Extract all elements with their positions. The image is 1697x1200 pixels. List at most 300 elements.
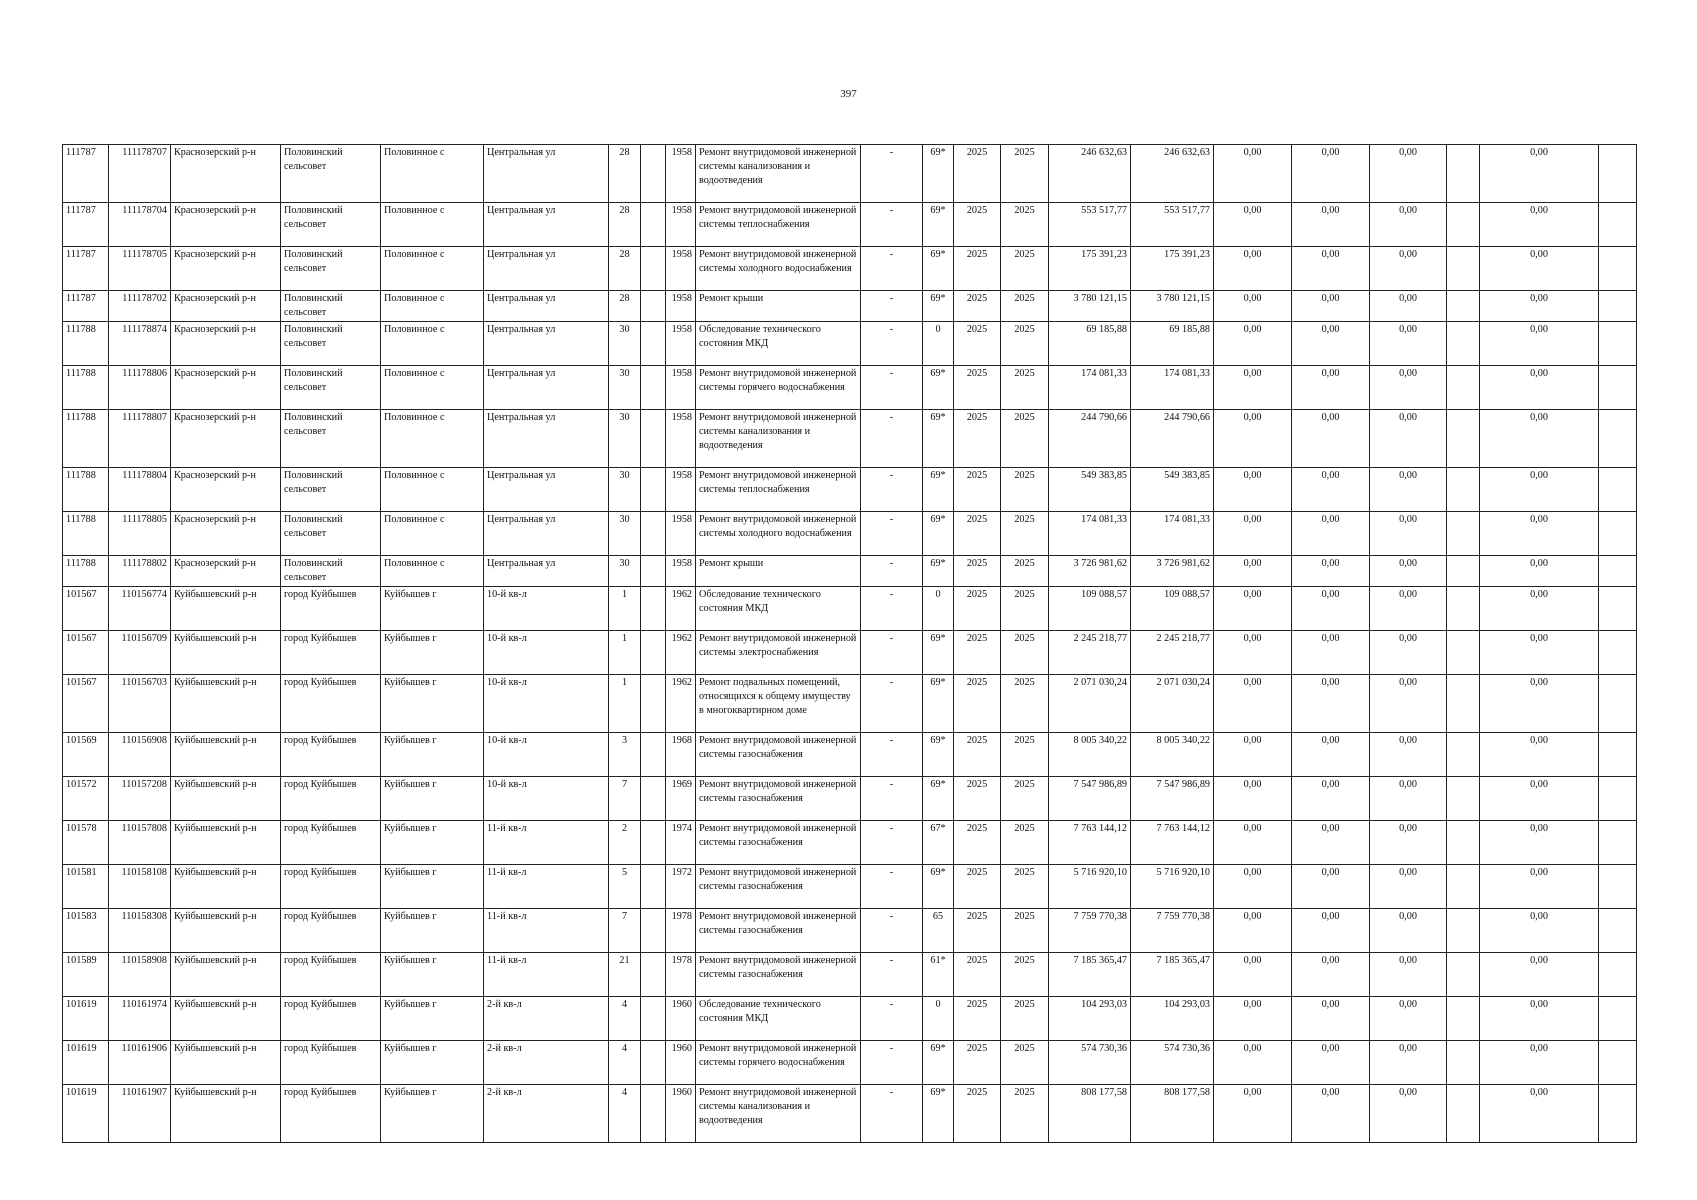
cell-year-end: 2025 bbox=[1001, 203, 1049, 247]
cell-year-start: 2025 bbox=[954, 733, 1001, 777]
cell-regional-funds: 0,00 bbox=[1292, 865, 1370, 909]
cell-total-cost: 104 293,03 bbox=[1049, 997, 1131, 1041]
table-row bbox=[63, 631, 1637, 675]
cell-energy-class: - bbox=[861, 909, 923, 953]
cell-house-code: 111788 bbox=[63, 468, 109, 512]
cell-municipality: Половинский сельсовет bbox=[281, 203, 381, 247]
cell-local-funds: 0,00 bbox=[1370, 410, 1447, 468]
cell-year-built: 1969 bbox=[666, 777, 696, 821]
cell-fund-cost: 175 391,23 bbox=[1131, 247, 1214, 291]
cell-building bbox=[641, 631, 666, 675]
cell-other-funds: 0,00 bbox=[1480, 203, 1599, 247]
cell-wear-percent: 69* bbox=[923, 291, 954, 322]
cell-federal-funds: 0,00 bbox=[1214, 556, 1292, 587]
cell-year-start: 2025 bbox=[954, 512, 1001, 556]
cell-federal-funds: 0,00 bbox=[1214, 468, 1292, 512]
cell-building bbox=[641, 821, 666, 865]
cell-municipality: Половинский сельсовет bbox=[281, 556, 381, 587]
cell-year-built: 1958 bbox=[666, 410, 696, 468]
cell-year-built: 1958 bbox=[666, 556, 696, 587]
cell-wear-percent: 69* bbox=[923, 366, 954, 410]
cell-house-number: 30 bbox=[609, 512, 641, 556]
cell-municipality: город Куйбышев bbox=[281, 953, 381, 997]
cell-regional-funds: 0,00 bbox=[1292, 909, 1370, 953]
cell-locality: Половинное с bbox=[381, 556, 484, 587]
table-row bbox=[63, 733, 1637, 777]
table-row bbox=[63, 777, 1637, 821]
cell-regional-funds: 0,00 bbox=[1292, 1041, 1370, 1085]
cell-building bbox=[641, 468, 666, 512]
cell-owner-funds bbox=[1447, 468, 1480, 512]
cell-other-funds: 0,00 bbox=[1480, 997, 1599, 1041]
table-row bbox=[63, 145, 1637, 203]
cell-work-code: 111178704 bbox=[109, 203, 171, 247]
cell-federal-funds: 0,00 bbox=[1214, 410, 1292, 468]
table-row bbox=[63, 366, 1637, 410]
cell-district: Краснозерский р-н bbox=[171, 291, 281, 322]
cell-street: 2-й кв-л bbox=[484, 1085, 609, 1143]
cell-local-funds: 0,00 bbox=[1370, 366, 1447, 410]
cell-work-code: 110158108 bbox=[109, 865, 171, 909]
cell-house-code: 101567 bbox=[63, 631, 109, 675]
cell-local-funds: 0,00 bbox=[1370, 247, 1447, 291]
cell-building bbox=[641, 909, 666, 953]
cell-owner-funds bbox=[1447, 1085, 1480, 1143]
cell-energy-class: - bbox=[861, 203, 923, 247]
cell-locality: Куйбышев г bbox=[381, 821, 484, 865]
cell-regional-funds: 0,00 bbox=[1292, 556, 1370, 587]
cell-total-cost: 69 185,88 bbox=[1049, 322, 1131, 366]
cell-wear-percent: 0 bbox=[923, 322, 954, 366]
cell-work-type: Ремонт внутридомовой инженерной системы теплоснабжения bbox=[696, 468, 861, 512]
cell-fund-cost: 7 759 770,38 bbox=[1131, 909, 1214, 953]
cell-fund-cost: 808 177,58 bbox=[1131, 1085, 1214, 1143]
cell-year-end: 2025 bbox=[1001, 1085, 1049, 1143]
cell-building bbox=[641, 865, 666, 909]
cell-year-start: 2025 bbox=[954, 865, 1001, 909]
cell-fund-cost: 109 088,57 bbox=[1131, 587, 1214, 631]
cell-street: Центральная ул bbox=[484, 468, 609, 512]
cell-work-type: Ремонт внутридомовой инженерной системы газоснабжения bbox=[696, 821, 861, 865]
cell-year-start: 2025 bbox=[954, 291, 1001, 322]
cell-fund-cost: 244 790,66 bbox=[1131, 410, 1214, 468]
cell-building bbox=[641, 733, 666, 777]
cell-year-built: 1972 bbox=[666, 865, 696, 909]
cell-owner-funds bbox=[1447, 997, 1480, 1041]
cell-other-funds: 0,00 bbox=[1480, 145, 1599, 203]
cell-regional-funds: 0,00 bbox=[1292, 587, 1370, 631]
cell-fund-cost: 549 383,85 bbox=[1131, 468, 1214, 512]
cell-other-funds: 0,00 bbox=[1480, 366, 1599, 410]
cell-locality: Куйбышев г bbox=[381, 953, 484, 997]
cell-work-code: 110157208 bbox=[109, 777, 171, 821]
cell-year-end: 2025 bbox=[1001, 366, 1049, 410]
cell-notes bbox=[1599, 556, 1637, 587]
cell-district: Куйбышевский р-н bbox=[171, 821, 281, 865]
cell-house-code: 111788 bbox=[63, 410, 109, 468]
cell-work-type: Обследование технического состояния МКД bbox=[696, 322, 861, 366]
cell-notes bbox=[1599, 410, 1637, 468]
cell-federal-funds: 0,00 bbox=[1214, 733, 1292, 777]
cell-fund-cost: 2 071 030,24 bbox=[1131, 675, 1214, 733]
cell-notes bbox=[1599, 322, 1637, 366]
cell-year-start: 2025 bbox=[954, 587, 1001, 631]
cell-energy-class: - bbox=[861, 1041, 923, 1085]
cell-fund-cost: 69 185,88 bbox=[1131, 322, 1214, 366]
cell-house-number: 30 bbox=[609, 410, 641, 468]
cell-energy-class: - bbox=[861, 410, 923, 468]
cell-fund-cost: 104 293,03 bbox=[1131, 997, 1214, 1041]
cell-street: 2-й кв-л bbox=[484, 997, 609, 1041]
cell-total-cost: 174 081,33 bbox=[1049, 366, 1131, 410]
cell-federal-funds: 0,00 bbox=[1214, 675, 1292, 733]
cell-other-funds: 0,00 bbox=[1480, 733, 1599, 777]
cell-locality: Половинное с bbox=[381, 468, 484, 512]
cell-municipality: город Куйбышев bbox=[281, 587, 381, 631]
cell-wear-percent: 69* bbox=[923, 1085, 954, 1143]
cell-regional-funds: 0,00 bbox=[1292, 512, 1370, 556]
cell-other-funds: 0,00 bbox=[1480, 587, 1599, 631]
cell-federal-funds: 0,00 bbox=[1214, 865, 1292, 909]
cell-energy-class: - bbox=[861, 675, 923, 733]
cell-energy-class: - bbox=[861, 631, 923, 675]
cell-house-number: 4 bbox=[609, 1041, 641, 1085]
cell-building bbox=[641, 997, 666, 1041]
cell-district: Куйбышевский р-н bbox=[171, 865, 281, 909]
cell-locality: Куйбышев г bbox=[381, 631, 484, 675]
cell-work-type: Ремонт внутридомовой инженерной системы газоснабжения bbox=[696, 953, 861, 997]
cell-locality: Половинное с bbox=[381, 512, 484, 556]
cell-year-start: 2025 bbox=[954, 631, 1001, 675]
table-row bbox=[63, 587, 1637, 631]
cell-regional-funds: 0,00 bbox=[1292, 631, 1370, 675]
cell-fund-cost: 174 081,33 bbox=[1131, 366, 1214, 410]
cell-total-cost: 3 726 981,62 bbox=[1049, 556, 1131, 587]
cell-house-code: 101569 bbox=[63, 733, 109, 777]
cell-wear-percent: 69* bbox=[923, 777, 954, 821]
cell-district: Куйбышевский р-н bbox=[171, 733, 281, 777]
cell-year-end: 2025 bbox=[1001, 733, 1049, 777]
cell-year-start: 2025 bbox=[954, 468, 1001, 512]
cell-regional-funds: 0,00 bbox=[1292, 366, 1370, 410]
cell-house-number: 21 bbox=[609, 953, 641, 997]
cell-work-type: Ремонт внутридомовой инженерной системы газоснабжения bbox=[696, 865, 861, 909]
cell-wear-percent: 0 bbox=[923, 997, 954, 1041]
cell-house-number: 30 bbox=[609, 468, 641, 512]
cell-fund-cost: 5 716 920,10 bbox=[1131, 865, 1214, 909]
cell-house-code: 111788 bbox=[63, 556, 109, 587]
cell-locality: Куйбышев г bbox=[381, 1041, 484, 1085]
cell-year-start: 2025 bbox=[954, 366, 1001, 410]
cell-district: Краснозерский р-н bbox=[171, 556, 281, 587]
cell-notes bbox=[1599, 247, 1637, 291]
cell-regional-funds: 0,00 bbox=[1292, 203, 1370, 247]
cell-year-start: 2025 bbox=[954, 997, 1001, 1041]
cell-notes bbox=[1599, 909, 1637, 953]
cell-house-number: 1 bbox=[609, 587, 641, 631]
cell-fund-cost: 7 763 144,12 bbox=[1131, 821, 1214, 865]
cell-owner-funds bbox=[1447, 909, 1480, 953]
cell-locality: Куйбышев г bbox=[381, 675, 484, 733]
table-row bbox=[63, 203, 1637, 247]
cell-other-funds: 0,00 bbox=[1480, 512, 1599, 556]
cell-street: 10-й кв-л bbox=[484, 587, 609, 631]
cell-house-number: 28 bbox=[609, 247, 641, 291]
cell-street: Центральная ул bbox=[484, 366, 609, 410]
cell-regional-funds: 0,00 bbox=[1292, 322, 1370, 366]
cell-regional-funds: 0,00 bbox=[1292, 675, 1370, 733]
cell-year-end: 2025 bbox=[1001, 468, 1049, 512]
cell-district: Краснозерский р-н bbox=[171, 410, 281, 468]
cell-street: 10-й кв-л bbox=[484, 777, 609, 821]
cell-work-code: 110158308 bbox=[109, 909, 171, 953]
cell-owner-funds bbox=[1447, 410, 1480, 468]
cell-year-end: 2025 bbox=[1001, 556, 1049, 587]
cell-street: 2-й кв-л bbox=[484, 1041, 609, 1085]
cell-federal-funds: 0,00 bbox=[1214, 366, 1292, 410]
cell-municipality: Половинский сельсовет bbox=[281, 145, 381, 203]
cell-year-end: 2025 bbox=[1001, 1041, 1049, 1085]
cell-year-built: 1974 bbox=[666, 821, 696, 865]
cell-owner-funds bbox=[1447, 1041, 1480, 1085]
cell-local-funds: 0,00 bbox=[1370, 587, 1447, 631]
cell-building bbox=[641, 145, 666, 203]
cell-year-end: 2025 bbox=[1001, 410, 1049, 468]
cell-work-code: 110156703 bbox=[109, 675, 171, 733]
cell-wear-percent: 65 bbox=[923, 909, 954, 953]
cell-district: Краснозерский р-н bbox=[171, 203, 281, 247]
cell-work-code: 111178807 bbox=[109, 410, 171, 468]
cell-energy-class: - bbox=[861, 997, 923, 1041]
cell-year-built: 1958 bbox=[666, 145, 696, 203]
cell-total-cost: 7 185 365,47 bbox=[1049, 953, 1131, 997]
cell-other-funds: 0,00 bbox=[1480, 410, 1599, 468]
cell-street: Центральная ул bbox=[484, 291, 609, 322]
cell-year-built: 1962 bbox=[666, 631, 696, 675]
cell-energy-class: - bbox=[861, 953, 923, 997]
cell-work-code: 110157808 bbox=[109, 821, 171, 865]
table-row bbox=[63, 291, 1637, 322]
cell-regional-funds: 0,00 bbox=[1292, 468, 1370, 512]
cell-street: 11-й кв-л bbox=[484, 865, 609, 909]
table-row bbox=[63, 675, 1637, 733]
cell-other-funds: 0,00 bbox=[1480, 1085, 1599, 1143]
cell-year-start: 2025 bbox=[954, 675, 1001, 733]
cell-year-start: 2025 bbox=[954, 247, 1001, 291]
cell-year-start: 2025 bbox=[954, 909, 1001, 953]
cell-fund-cost: 174 081,33 bbox=[1131, 512, 1214, 556]
cell-owner-funds bbox=[1447, 587, 1480, 631]
cell-federal-funds: 0,00 bbox=[1214, 512, 1292, 556]
table-body bbox=[63, 145, 1637, 1143]
cell-year-end: 2025 bbox=[1001, 997, 1049, 1041]
cell-house-number: 5 bbox=[609, 865, 641, 909]
cell-street: 10-й кв-л bbox=[484, 675, 609, 733]
cell-regional-funds: 0,00 bbox=[1292, 733, 1370, 777]
cell-district: Краснозерский р-н bbox=[171, 322, 281, 366]
cell-notes bbox=[1599, 777, 1637, 821]
cell-year-end: 2025 bbox=[1001, 512, 1049, 556]
table-row bbox=[63, 247, 1637, 291]
cell-house-code: 101619 bbox=[63, 1085, 109, 1143]
cell-municipality: город Куйбышев bbox=[281, 997, 381, 1041]
cell-total-cost: 2 071 030,24 bbox=[1049, 675, 1131, 733]
cell-owner-funds bbox=[1447, 556, 1480, 587]
cell-house-code: 101572 bbox=[63, 777, 109, 821]
cell-owner-funds bbox=[1447, 247, 1480, 291]
cell-year-start: 2025 bbox=[954, 203, 1001, 247]
cell-house-code: 101589 bbox=[63, 953, 109, 997]
cell-house-code: 111788 bbox=[63, 322, 109, 366]
cell-fund-cost: 7 185 365,47 bbox=[1131, 953, 1214, 997]
cell-other-funds: 0,00 bbox=[1480, 675, 1599, 733]
cell-other-funds: 0,00 bbox=[1480, 953, 1599, 997]
cell-energy-class: - bbox=[861, 587, 923, 631]
cell-locality: Куйбышев г bbox=[381, 733, 484, 777]
cell-building bbox=[641, 953, 666, 997]
cell-federal-funds: 0,00 bbox=[1214, 909, 1292, 953]
cell-owner-funds bbox=[1447, 777, 1480, 821]
cell-local-funds: 0,00 bbox=[1370, 468, 1447, 512]
table-row bbox=[63, 997, 1637, 1041]
cell-work-type: Ремонт внутридомовой инженерной системы горячего водоснабжения bbox=[696, 366, 861, 410]
cell-local-funds: 0,00 bbox=[1370, 1085, 1447, 1143]
cell-municipality: город Куйбышев bbox=[281, 821, 381, 865]
cell-local-funds: 0,00 bbox=[1370, 733, 1447, 777]
cell-municipality: Половинский сельсовет bbox=[281, 322, 381, 366]
cell-work-code: 111178806 bbox=[109, 366, 171, 410]
cell-local-funds: 0,00 bbox=[1370, 631, 1447, 675]
cell-year-end: 2025 bbox=[1001, 953, 1049, 997]
cell-house-code: 101619 bbox=[63, 1041, 109, 1085]
cell-wear-percent: 0 bbox=[923, 587, 954, 631]
cell-house-code: 111788 bbox=[63, 366, 109, 410]
cell-total-cost: 246 632,63 bbox=[1049, 145, 1131, 203]
cell-district: Куйбышевский р-н bbox=[171, 953, 281, 997]
cell-wear-percent: 69* bbox=[923, 410, 954, 468]
cell-fund-cost: 3 726 981,62 bbox=[1131, 556, 1214, 587]
cell-house-number: 28 bbox=[609, 291, 641, 322]
cell-house-number: 1 bbox=[609, 631, 641, 675]
cell-energy-class: - bbox=[861, 322, 923, 366]
cell-local-funds: 0,00 bbox=[1370, 1041, 1447, 1085]
cell-other-funds: 0,00 bbox=[1480, 631, 1599, 675]
table-row bbox=[63, 322, 1637, 366]
cell-work-type: Ремонт подвальных помещений, относящихся к общему имуществу в многоквартирном доме bbox=[696, 675, 861, 733]
cell-total-cost: 244 790,66 bbox=[1049, 410, 1131, 468]
cell-fund-cost: 2 245 218,77 bbox=[1131, 631, 1214, 675]
cell-district: Куйбышевский р-н bbox=[171, 587, 281, 631]
cell-house-number: 30 bbox=[609, 366, 641, 410]
cell-year-end: 2025 bbox=[1001, 777, 1049, 821]
cell-locality: Половинное с bbox=[381, 366, 484, 410]
cell-local-funds: 0,00 bbox=[1370, 865, 1447, 909]
cell-other-funds: 0,00 bbox=[1480, 821, 1599, 865]
cell-local-funds: 0,00 bbox=[1370, 556, 1447, 587]
cell-total-cost: 175 391,23 bbox=[1049, 247, 1131, 291]
cell-regional-funds: 0,00 bbox=[1292, 145, 1370, 203]
cell-municipality: Половинский сельсовет bbox=[281, 247, 381, 291]
cell-work-type: Ремонт внутридомовой инженерной системы газоснабжения bbox=[696, 909, 861, 953]
cell-house-number: 2 bbox=[609, 821, 641, 865]
cell-work-code: 110161906 bbox=[109, 1041, 171, 1085]
cell-year-start: 2025 bbox=[954, 322, 1001, 366]
cell-notes bbox=[1599, 468, 1637, 512]
cell-street: Центральная ул bbox=[484, 410, 609, 468]
cell-total-cost: 5 716 920,10 bbox=[1049, 865, 1131, 909]
cell-municipality: город Куйбышев bbox=[281, 631, 381, 675]
cell-wear-percent: 69* bbox=[923, 631, 954, 675]
cell-wear-percent: 69* bbox=[923, 247, 954, 291]
cell-fund-cost: 553 517,77 bbox=[1131, 203, 1214, 247]
cell-notes bbox=[1599, 587, 1637, 631]
cell-street: Центральная ул bbox=[484, 247, 609, 291]
cell-federal-funds: 0,00 bbox=[1214, 953, 1292, 997]
cell-building bbox=[641, 366, 666, 410]
cell-year-built: 1958 bbox=[666, 366, 696, 410]
cell-house-number: 7 bbox=[609, 909, 641, 953]
cell-municipality: город Куйбышев bbox=[281, 777, 381, 821]
cell-owner-funds bbox=[1447, 675, 1480, 733]
cell-locality: Куйбышев г bbox=[381, 1085, 484, 1143]
cell-work-code: 110161974 bbox=[109, 997, 171, 1041]
cell-federal-funds: 0,00 bbox=[1214, 291, 1292, 322]
cell-street: 11-й кв-л bbox=[484, 821, 609, 865]
cell-district: Краснозерский р-н bbox=[171, 145, 281, 203]
cell-local-funds: 0,00 bbox=[1370, 145, 1447, 203]
cell-municipality: Половинский сельсовет bbox=[281, 291, 381, 322]
cell-energy-class: - bbox=[861, 468, 923, 512]
cell-house-code: 101578 bbox=[63, 821, 109, 865]
table-row bbox=[63, 1041, 1637, 1085]
cell-local-funds: 0,00 bbox=[1370, 777, 1447, 821]
cell-district: Куйбышевский р-н bbox=[171, 777, 281, 821]
cell-street: Центральная ул bbox=[484, 512, 609, 556]
cell-federal-funds: 0,00 bbox=[1214, 821, 1292, 865]
cell-other-funds: 0,00 bbox=[1480, 556, 1599, 587]
cell-work-code: 111178805 bbox=[109, 512, 171, 556]
cell-total-cost: 7 759 770,38 bbox=[1049, 909, 1131, 953]
cell-house-code: 111787 bbox=[63, 203, 109, 247]
cell-owner-funds bbox=[1447, 322, 1480, 366]
cell-total-cost: 174 081,33 bbox=[1049, 512, 1131, 556]
cell-federal-funds: 0,00 bbox=[1214, 631, 1292, 675]
cell-work-type: Ремонт внутридомовой инженерной системы канализования и водоотведения bbox=[696, 410, 861, 468]
cell-house-number: 1 bbox=[609, 675, 641, 733]
cell-work-type: Ремонт крыши bbox=[696, 291, 861, 322]
cell-house-number: 4 bbox=[609, 997, 641, 1041]
cell-work-type: Обследование технического состояния МКД bbox=[696, 997, 861, 1041]
cell-notes bbox=[1599, 291, 1637, 322]
cell-wear-percent: 67* bbox=[923, 821, 954, 865]
cell-year-end: 2025 bbox=[1001, 247, 1049, 291]
table-row bbox=[63, 410, 1637, 468]
cell-energy-class: - bbox=[861, 512, 923, 556]
cell-work-type: Ремонт внутридомовой инженерной системы горячего водоснабжения bbox=[696, 1041, 861, 1085]
cell-work-code: 110156908 bbox=[109, 733, 171, 777]
cell-year-end: 2025 bbox=[1001, 821, 1049, 865]
cell-energy-class: - bbox=[861, 777, 923, 821]
cell-year-built: 1962 bbox=[666, 587, 696, 631]
table-row bbox=[63, 909, 1637, 953]
cell-wear-percent: 69* bbox=[923, 1041, 954, 1085]
cell-house-code: 101583 bbox=[63, 909, 109, 953]
cell-building bbox=[641, 587, 666, 631]
cell-district: Краснозерский р-н bbox=[171, 366, 281, 410]
cell-year-end: 2025 bbox=[1001, 587, 1049, 631]
cell-building bbox=[641, 777, 666, 821]
cell-regional-funds: 0,00 bbox=[1292, 247, 1370, 291]
